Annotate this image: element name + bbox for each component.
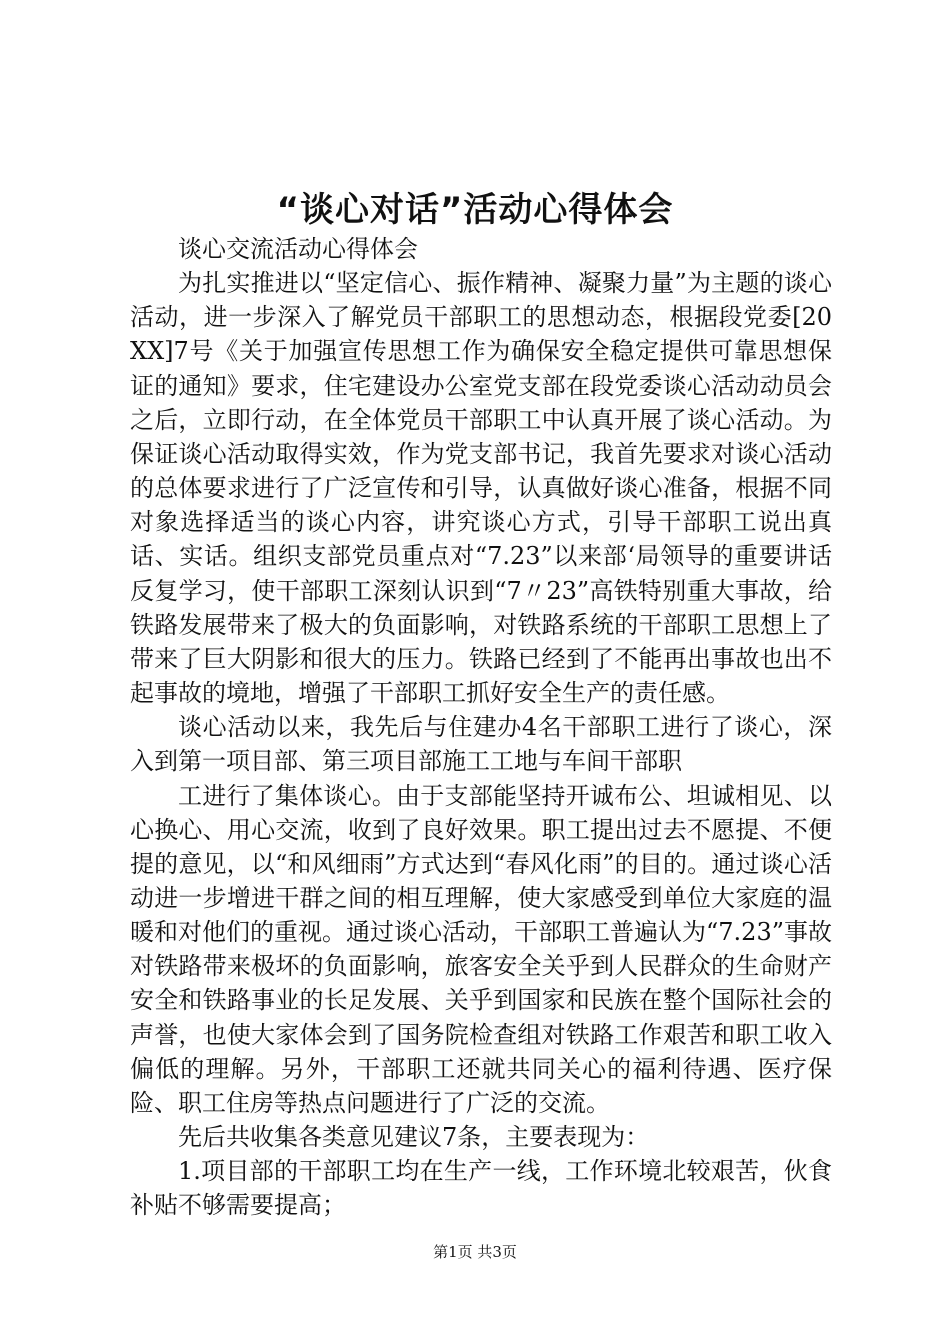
document-title: “谈心对话”活动心得体会 [276,190,674,230]
paragraph-list-item: 1.项目部的干部职工均在生产一线，工作环境北较艰苦，伙食补贴不够需要提高； [130,1157,832,1220]
paragraph-subtitle: 谈心交流活动心得体会 [178,235,418,263]
document-body [130,232,832,1223]
paragraph: 为扎实推进以“坚定信心、振作精神、凝聚力量”为主题的谈心活动，进一步深入了解党员干部职工的思想动态，根据段党委[20XX]7号《关于加强宣传思想工作为确保安全稳定提供可靠思想保证的通知》要求，住宅建设办公室党支部在段党委谈心活动动员会之后，立即行动，在全体党员干部职工中认真开展了谈心活动。为保证谈心活动取得实效，作为党支部书记，我首先要求对谈心活动的总体要求进行了广泛宣传和引导，认真做好谈心准备，根据不同对象选择适当的谈心内容，讲究谈心方式，引导干部职工说出真话、实话。组织支部党员重点对“7.23”以来部‘局领导的重要讲话反复学习，使干部职工深刻认识到“7〃23”高铁特别重大事故，给铁路发展带来了极大的负面影响，对铁路系统的干部职工思想上了带来了巨大阴影和很大的压力。铁路已经到了不能再出事故也出不起事故的境地，增强了干部职工抓好安全生产的责任感。 [130,269,832,708]
page-footer: 第1页 共3页 [433,1243,517,1261]
paragraph: 工进行了集体谈心。由于支部能坚持开诚布公、坦诚相见、以心换心、用心交流，收到了良好效果。职工提出过去不愿提、不便提的意见，以“和风细雨”方式达到“春风化雨”的目的。通过谈心活动进一步增进干群之间的相互理解，使大家感受到单位大家庭的温暖和对他们的重视。通过谈心活动，干部职工普遍认为“7.23”事故对铁路带来极坏的负面影响，旅客安全关乎到人民群众的生命财产安全和铁路事业的长足发展、关乎到国家和民族在整个国际社会的声誉，也使大家体会到了国务院检查组对铁路工作艰苦和职工收入偏低的理解。另外，干部职工还就共同关心的福利待遇、医疗保险、职工住房等热点问题进行了广泛的交流。 [130,781,832,1117]
paragraph: 谈心活动以来，我先后与住建办4名干部职工进行了谈心，深入到第一项目部、第三项目部施工工地与车间干部职 [130,713,832,776]
paragraph: 先后共收集各类意见建议7条，主要表现为： [178,1123,650,1152]
